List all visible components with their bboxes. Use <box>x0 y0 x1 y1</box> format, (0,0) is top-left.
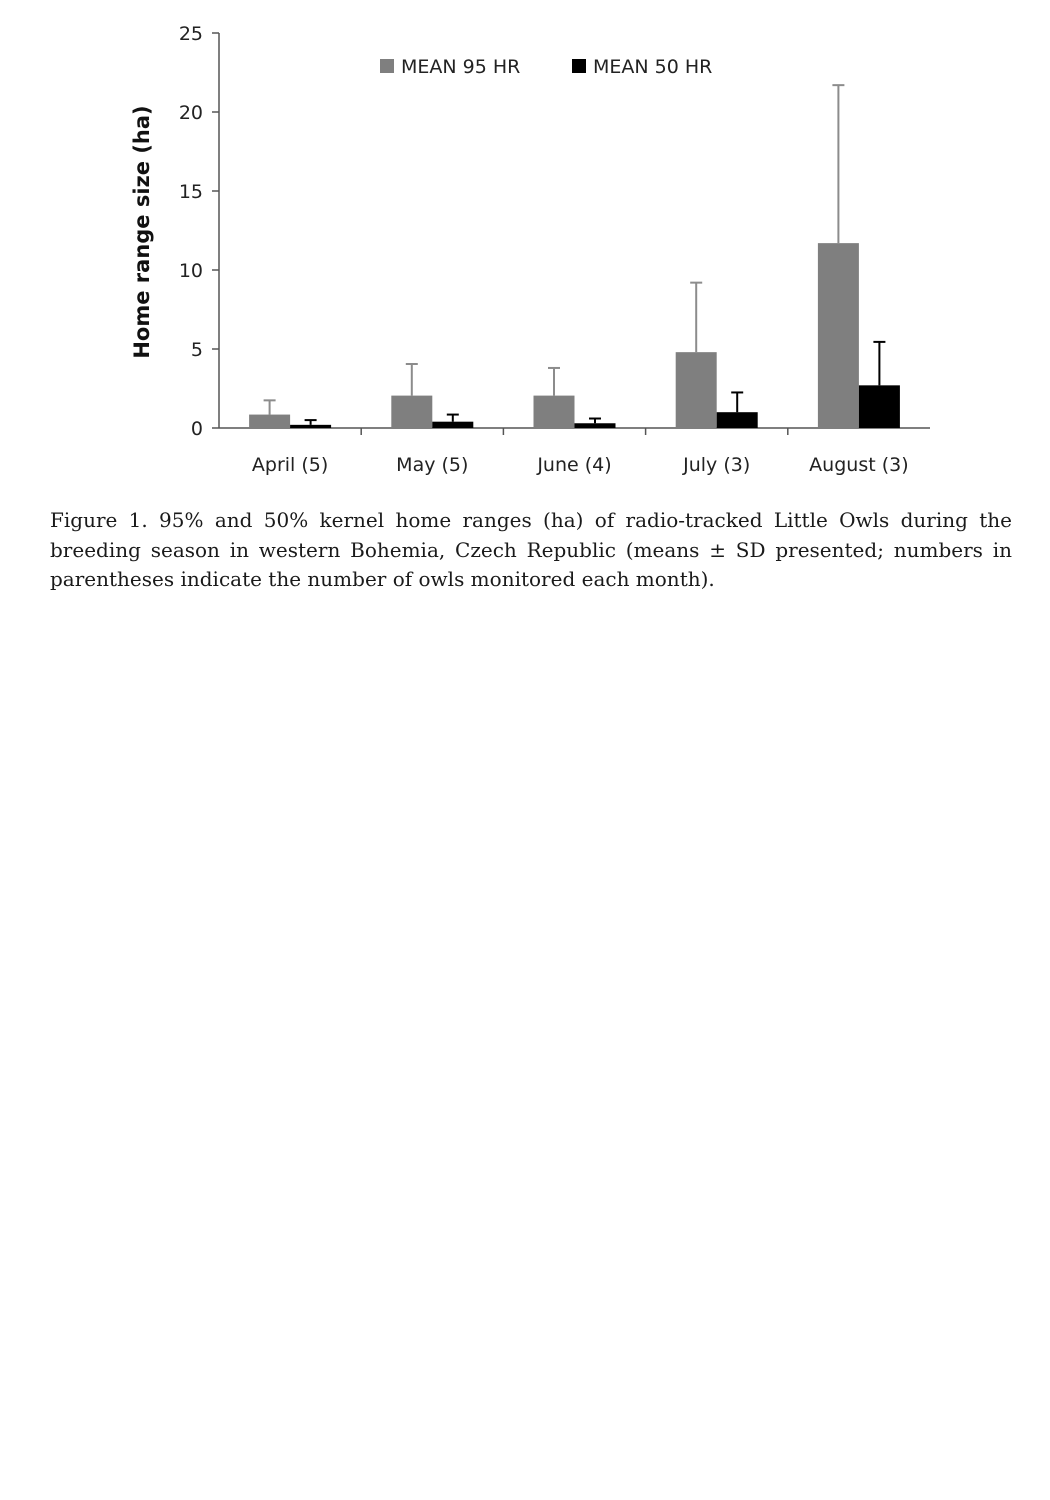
bar <box>290 425 331 428</box>
y-tick-label: 25 <box>178 23 203 45</box>
legend-swatch <box>572 59 586 73</box>
x-tick-label: June (4) <box>537 454 612 476</box>
bars <box>249 85 900 428</box>
legend-label: MEAN 95 HR <box>401 56 521 78</box>
bar <box>432 422 473 428</box>
y-tick-label: 0 <box>190 418 203 440</box>
bar <box>391 396 432 428</box>
x-tick-label: August (3) <box>809 454 909 476</box>
x-tick-label: April (5) <box>251 454 329 476</box>
bar <box>534 396 575 428</box>
y-tick-label: 10 <box>178 260 203 282</box>
legend-swatch <box>380 59 394 73</box>
bar-chart <box>0 0 1050 500</box>
y-axis-label: Home range size (ha) <box>130 105 154 359</box>
bar <box>859 385 900 428</box>
y-tick-label: 15 <box>178 181 203 203</box>
y-tick-label: 5 <box>190 339 203 361</box>
bar <box>249 415 290 428</box>
bar <box>676 352 717 428</box>
legend <box>380 56 712 78</box>
x-tick-label: May (5) <box>396 454 469 476</box>
legend-label: MEAN 50 HR <box>593 56 713 78</box>
y-tick-label: 20 <box>178 102 203 124</box>
bar <box>575 423 616 428</box>
bar <box>818 243 859 428</box>
x-tick-label: July (3) <box>683 454 751 476</box>
figure-caption: Figure 1. 95% and 50% kernel home ranges (ha) of radio-tracked Little Owls during the breeding season in western Bohemia, Czech Republic (means ± SD presented; numbers in parentheses indicate the number of owls monitored each month). <box>50 508 1012 591</box>
bar <box>717 412 758 428</box>
